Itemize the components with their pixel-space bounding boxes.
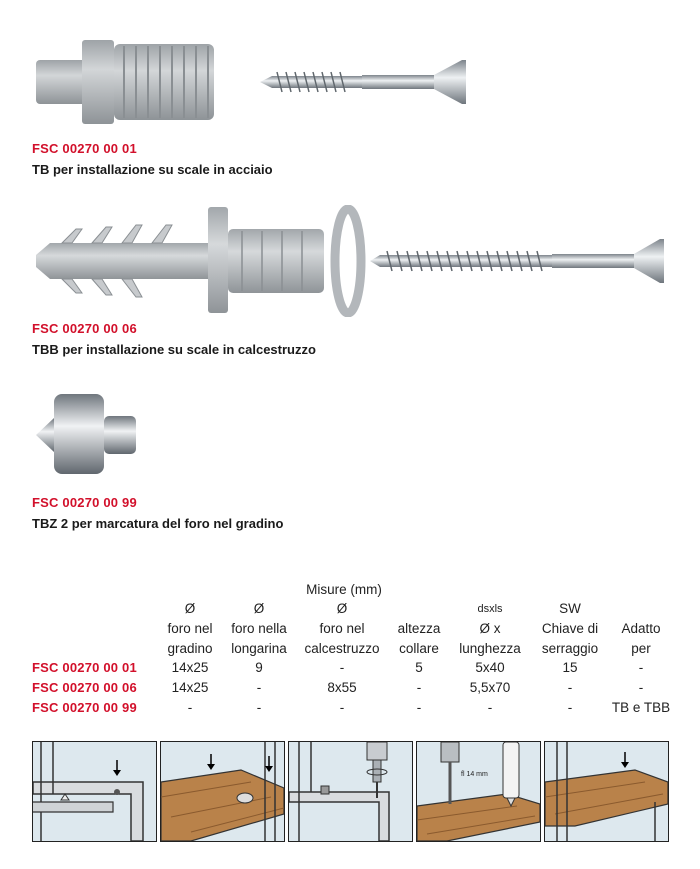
install-step-3-illustration <box>288 741 413 842</box>
table-row <box>32 698 674 718</box>
row-code: FSC 00270 00 06 <box>32 680 137 695</box>
col-header-line1: SW <box>559 601 581 616</box>
table-cell: 15 <box>562 660 578 675</box>
col-header-line3: per <box>631 641 651 656</box>
col-header-line1: dsxls <box>477 603 503 615</box>
table-cell: - <box>638 680 644 695</box>
col-header-line2: altezza <box>397 621 441 636</box>
col-header-line3: lunghezza <box>459 641 521 656</box>
table-cell: TB e TBB <box>611 700 671 715</box>
col-header-line3: gradino <box>167 641 213 656</box>
install-step-1-illustration <box>32 741 157 842</box>
table-cell: 9 <box>255 660 263 675</box>
col-header-line2: Chiave di <box>541 621 599 636</box>
col-header-line1: Ø <box>336 601 348 616</box>
product-image-tbb <box>32 205 672 317</box>
col-header-line3: collare <box>399 641 439 656</box>
install-step-4-illustration <box>416 741 541 842</box>
row-code: FSC 00270 00 01 <box>32 660 137 675</box>
col-header-line1: Ø <box>184 601 196 616</box>
install-step-2-illustration <box>160 741 285 842</box>
table-cell: - <box>339 660 345 675</box>
product-description: TBB per installazione su scale in calcestruzzo <box>32 342 316 357</box>
table-cell: - <box>339 700 345 715</box>
table-cell: - <box>416 700 422 715</box>
table-cell: - <box>567 680 573 695</box>
table-cell: - <box>416 680 422 695</box>
product-code: FSC 00270 00 99 <box>32 495 137 510</box>
table-cell: - <box>256 700 262 715</box>
table-cell: 5x40 <box>475 660 505 675</box>
col-header-line2: Adatto <box>621 621 661 636</box>
table-cell: 14x25 <box>171 660 209 675</box>
product-description: TB per installazione su scale in acciaio <box>32 162 273 177</box>
table-cell: 14x25 <box>171 680 209 695</box>
table-group-header: Misure (mm) <box>306 582 382 597</box>
col-header-line2: foro nel <box>167 621 213 636</box>
table-cell: 5,5x70 <box>469 680 511 695</box>
table-cell: 8x55 <box>327 680 357 695</box>
product-image-tbz2 <box>32 388 144 478</box>
table-cell: - <box>487 700 493 715</box>
col-header-line1: Ø <box>253 601 265 616</box>
col-header-line3: longarina <box>231 641 287 656</box>
install-step-5-illustration <box>544 741 669 842</box>
table-cell: - <box>638 660 644 675</box>
col-header-line3: calcestruzzo <box>304 641 380 656</box>
product-code: FSC 00270 00 06 <box>32 321 137 336</box>
col-header-line2: foro nella <box>231 621 287 636</box>
col-header-line2: Ø x <box>479 621 501 636</box>
table-cell: - <box>256 680 262 695</box>
product-code: FSC 00270 00 01 <box>32 141 137 156</box>
row-code: FSC 00270 00 99 <box>32 700 137 715</box>
table-cell: 5 <box>415 660 423 675</box>
product-description: TBZ 2 per marcatura del foro nel gradino <box>32 516 284 531</box>
product-image-tb <box>32 30 472 130</box>
col-header-line3: serraggio <box>541 641 599 656</box>
table-row <box>32 678 674 698</box>
table-row <box>32 658 674 678</box>
drill-size-label: fl 14 mm <box>461 771 488 778</box>
table-cell: - <box>567 700 573 715</box>
col-header-line2: foro nel <box>319 621 365 636</box>
table-cell: - <box>187 700 193 715</box>
